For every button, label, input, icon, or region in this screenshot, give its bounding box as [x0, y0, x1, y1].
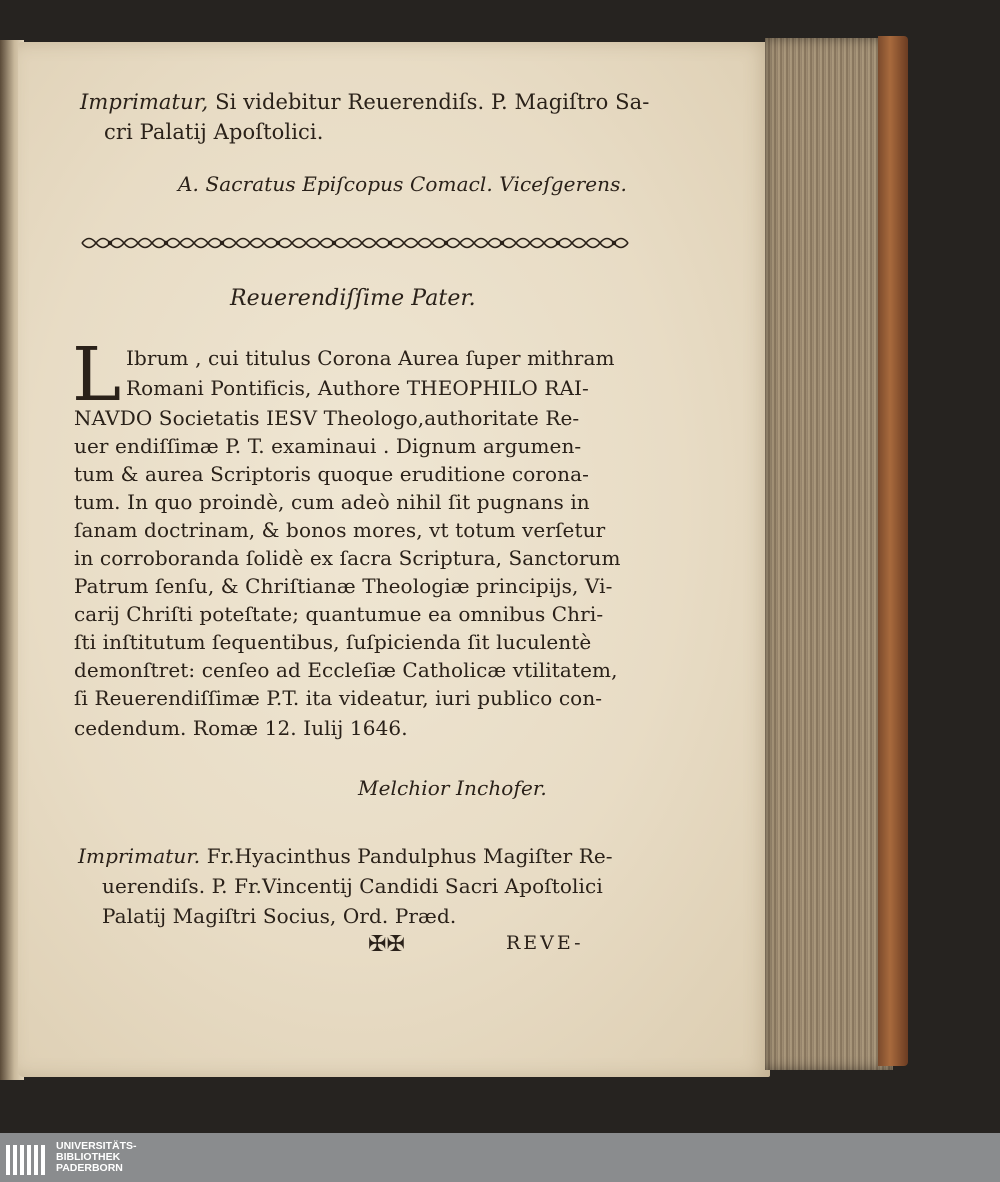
library-footer-bar — [0, 1133, 1000, 1182]
imprimatur-1-line-2: cri Palatij Apoſtolici. — [104, 120, 324, 144]
imprimatur-2-label: Imprimatur. — [78, 844, 201, 868]
imprimatur-2-line-1 — [78, 844, 613, 868]
catchword: REVE- — [506, 932, 584, 954]
imprimatur-2-line-2: uerendiſs. P. Fr.Vincentij Candidi Sacri Apoſtolici — [102, 874, 603, 898]
brand-line-2: BIBLIOTHEK — [56, 1151, 121, 1163]
book-page-edges — [765, 38, 893, 1070]
signature-sacratus: A. Sacratus Epiſcopus Comacl. Viceſgerens. — [178, 172, 627, 196]
imprimatur-2-line-3: Palatij Magiſtri Socius, Ord. Præd. — [102, 904, 457, 928]
body-line-13: ſi Reuerendiſſimæ P.T. ita videatur, iuri publico con- — [74, 686, 603, 710]
brand-line-3: PADERBORN — [56, 1162, 123, 1174]
library-brand — [56, 1141, 137, 1174]
body-line-6: tum. In quo proindè, cum adeò nihil ſit pugnans in — [74, 490, 590, 514]
brand-line-1: UNIVERSITÄTS- — [56, 1140, 137, 1152]
ornament-band — [78, 230, 634, 256]
body-line-9: Patrum ſenſu, & Chriſtianæ Theologiæ principijs, Vi- — [74, 574, 613, 598]
body-line-8: in corroboranda ſolidè ex ſacra Scriptura, Sanctorum — [74, 546, 621, 570]
body-line-7: ſanam doctrinam, & bonos mores, vt totum verſetur — [74, 518, 606, 542]
body-line-11: ſti inſtitutum ſequentibus, ſuſpicienda ſit luculentè — [74, 630, 592, 654]
signature-inchofer: Melchior Inchofer. — [358, 776, 547, 800]
heading-reverendissime-pater: Reuerendiſſime Pater. — [230, 286, 476, 311]
drop-cap: L — [72, 332, 122, 418]
body-line-2: Romani Pontificis, Authore THEOPHILO RAI- — [126, 376, 589, 400]
body-line-10: carij Chriſti poteſtate; quantumue ea omnibus Chri- — [74, 602, 604, 626]
body-line-1: Ibrum , cui titulus Corona Aurea ſuper mithram — [126, 346, 615, 370]
imprimatur-1-label: Imprimatur, — [80, 90, 209, 114]
body-line-5: tum & aurea Scriptoris quoque eruditione corona- — [74, 462, 590, 486]
small-ornament: ✠✠ — [368, 932, 406, 957]
body-line-14: cedendum. Romæ 12. Iulij 1646. — [74, 716, 408, 740]
body-line-3: NAVDO Societatis IESV Theologo,authoritate Re- — [74, 406, 580, 430]
imprimatur-1-text: Si videbitur Reuerendiſs. P. Magiſtro Sa- — [208, 90, 650, 114]
library-logo-icon — [6, 1141, 52, 1175]
body-line-12: demonſtret: cenſeo ad Eccleſiæ Catholicæ vtilitatem, — [74, 658, 618, 682]
imprimatur-1-line-1 — [80, 90, 649, 114]
book-cover-edge — [878, 36, 908, 1066]
body-line-4: uer endiſſimæ P. T. examinaui . Dignum argumen- — [74, 434, 582, 458]
imprimatur-2-text: Fr.Hyacinthus Pandulphus Magiſter Re- — [200, 844, 613, 868]
